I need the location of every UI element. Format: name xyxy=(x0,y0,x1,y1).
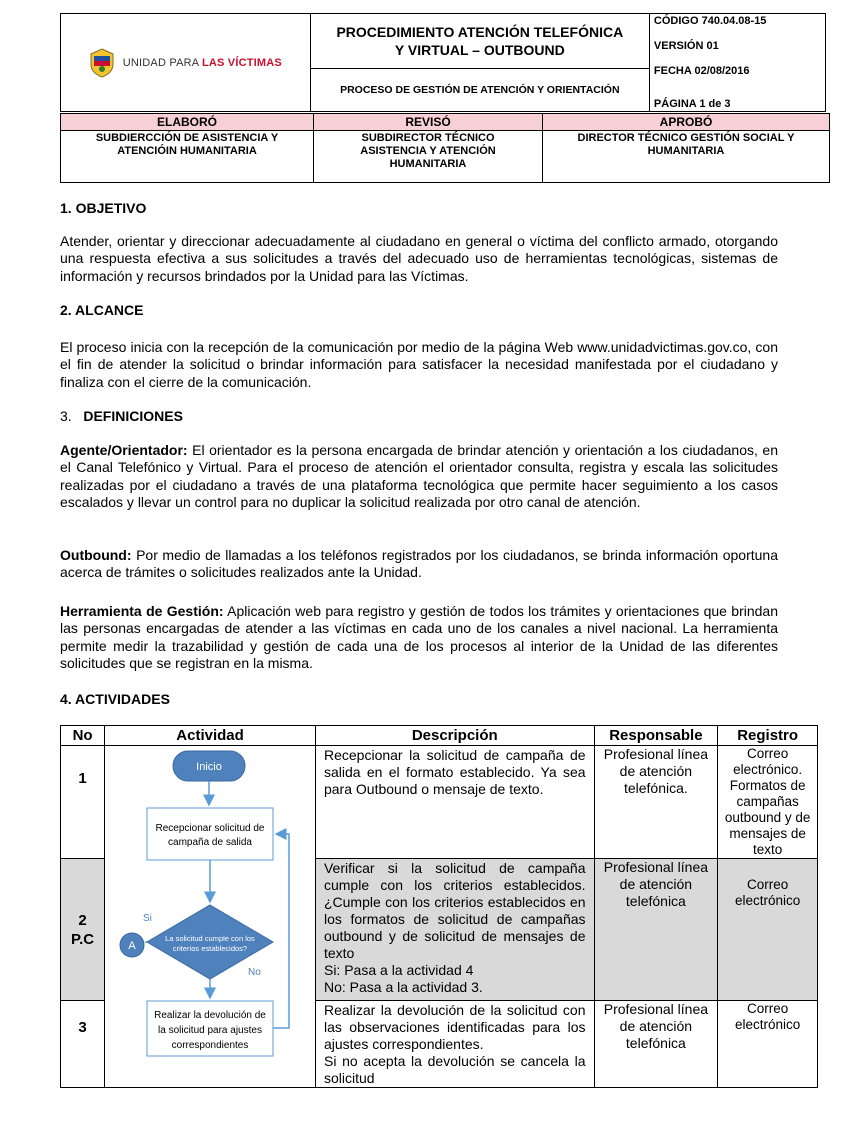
flow-box-recepcionar-line2: campaña de salida xyxy=(168,837,252,848)
section-definiciones-title: 3. DEFINICIONES xyxy=(60,408,183,424)
col-header-descripcion: Descripción xyxy=(315,726,594,746)
row-registro: Correo electrónico xyxy=(718,859,818,1001)
logo xyxy=(61,48,310,78)
document-header-table xyxy=(60,13,826,112)
section-alcance-text: El proceso inicia con la recepción de la comunicación por medio de la página Web www.unidadvictimas.gov.co, con el fin de atender la solicitud o brindar información para satisfacer la necesidad manifestada por el ciudadano y finaliza con el cierre de la comunicación. xyxy=(60,339,778,390)
section-objetivo-text: Atender, orientar y direccionar adecuadamente al ciudadano en general o víctima del conflicto armado, otorgando una respuesta efectiva a sus solicitudes a través del adecuado uso de herramientas tecnológicas, sistemas de información y recursos brindados por la Unidad para las Víctimas. xyxy=(60,233,778,284)
document-meta xyxy=(649,14,825,112)
flow-connector-a-label: A xyxy=(128,940,136,952)
logo-cell xyxy=(61,14,311,112)
flow-decision-line2: criterios establecidos? xyxy=(172,944,248,953)
row-registro: Correo electrónico xyxy=(718,1001,818,1088)
row-number: 3 xyxy=(61,1001,105,1088)
flow-loop-arrow xyxy=(273,834,289,1028)
row-description: Verificar si la solicitud de campaña cumple con los criterios establecidos. ¿Cumple con los criterios establecidos en los formatos de solicitud de campañas outbound y de solicitud de mensajes de texto Si: Pasa a la actividad 4 No: Pasa a la actividad 3. xyxy=(315,859,594,1001)
logo-text: UNIDAD PARA LAS VÍCTIMAS xyxy=(122,56,282,69)
document-code: CÓDIGO 740.04.08-15 xyxy=(653,15,767,27)
row-responsable: Profesional línea de atención telefónica xyxy=(594,1001,718,1088)
row-description: Recepcionar la solicitud de campaña de salida en el formato establecido. Ya sea para Outbound o mensaje de texto. xyxy=(315,746,594,859)
elaboro-label: ELABORÓ xyxy=(61,114,314,131)
flow-no-label: No xyxy=(248,967,261,978)
section-actividades-title: 4. ACTIVIDADES xyxy=(60,691,170,707)
flow-box-recepcionar xyxy=(147,808,273,860)
definition-outbound: Outbound: Por medio de llamadas a los teléfonos registrados por los ciudadanos, se brinda información oportuna acerca de trámites o solicitudes realizados ante la Unidad. xyxy=(60,547,778,581)
flow-box-recepcionar-line1: Recepcionar solicitud de xyxy=(155,823,265,834)
section-objetivo-title: 1. OBJETIVO xyxy=(60,200,147,216)
document-version: VERSIÓN 01 xyxy=(653,40,719,52)
flow-box-devolucion-line1: Realizar la devolución de xyxy=(154,1010,266,1021)
colombia-coat-of-arms-icon xyxy=(89,48,115,78)
definition-agente: Agente/Orientador: El orientador es la persona encargada de brindar atención y orientación a los ciudadanos, en el Canal Telefónico y Virtual. Para el proceso de atención el orientador consulta, registra y escala las solicitudes realizadas por el ciudadano a través de una plataforma tecnológica que permite hacer seguimiento a los casos escalados y llevar un control para no duplicar la solicitud realizada por otro canal de atención. xyxy=(60,442,778,511)
flow-box-devolucion-line3: correspondientes xyxy=(171,1040,249,1051)
row-responsable: Profesional línea de atención telefónica. xyxy=(594,746,718,859)
document-date: FECHA 02/08/2016 xyxy=(653,65,750,77)
row-number: 2 P.C xyxy=(61,859,105,1001)
col-header-registro: Registro xyxy=(718,726,818,746)
aprobo-value: DIRECTOR TÉCNICO GESTIÓN SOCIAL Y HUMANITARIA xyxy=(543,131,830,183)
flow-box-devolucion-line2: la solicitud para ajustes xyxy=(158,1025,262,1036)
row-responsable: Profesional línea de atención telefónica xyxy=(594,859,718,1001)
col-header-actividad: Actividad xyxy=(105,726,316,746)
flow-yes-label: Si xyxy=(143,913,152,924)
reviso-label: REVISÓ xyxy=(314,114,543,131)
elaboro-value: SUBDIERCCIÓN DE ASISTENCIA Y ATENCIÓIN HUMANITARIA xyxy=(61,131,314,183)
aprobo-label: APROBÓ xyxy=(543,114,830,131)
signature-table xyxy=(60,113,830,183)
row-number: 1 xyxy=(61,746,105,859)
row-description: Realizar la devolución de la solicitud con las observaciones identificadas para los ajustes correspondientes. Si no acepta la devolución se cancela la solicitud xyxy=(315,1001,594,1088)
flow-decision-line1: La solicitud cumple con los xyxy=(165,934,255,943)
flowchart xyxy=(105,745,321,1085)
col-header-responsable: Responsable xyxy=(594,726,718,746)
document-page: PÁGINA 1 de 3 xyxy=(653,98,731,110)
col-header-no: No xyxy=(61,726,105,746)
definition-herramienta: Herramienta de Gestión: Aplicación web para registro y gestión de todos los trámites y orientaciones que brindan las personas encargadas de atender a las víctimas en cada uno de los canales a nivel nacional. La herramienta permite medir la trazabilidad y gestión de cada una de los procesos al interior de la Unidad de las diferentes solicitudes que se registran en la misma. xyxy=(60,603,778,672)
section-alcance-title: 2. ALCANCE xyxy=(60,302,144,318)
flow-start-label: Inicio xyxy=(196,761,222,773)
row-registro: Correo electrónico. Formatos de campañas outbound y de mensajes de texto xyxy=(718,746,818,859)
document-title: PROCEDIMIENTO ATENCIÓN TELEFÓNICA Y VIRTUAL – OUTBOUND xyxy=(310,14,649,69)
reviso-value: SUBDIRECTOR TÉCNICO ASISTENCIA Y ATENCIÓN HUMANITARIA xyxy=(314,131,543,183)
process-name: PROCESO DE GESTIÓN DE ATENCIÓN Y ORIENTACIÓN xyxy=(310,69,649,112)
